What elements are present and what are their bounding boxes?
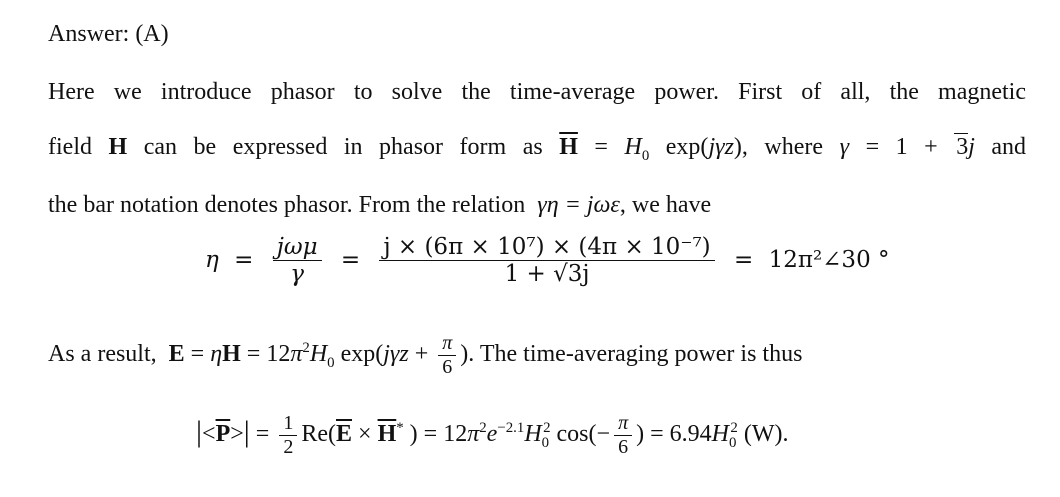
text-field: field: [48, 134, 92, 160]
eta-symbol: η: [205, 246, 219, 273]
eta-equation: η = $\frac{\text{jωμ}}{\gamma}$ = $\frac{\text{j × (6π × 10⁷) × (4π × 10⁻⁷)}}{1 + √3j}$ = 12π²∠30 °: [205, 234, 890, 288]
text-where: , where: [741, 134, 824, 160]
fraction-2-numerator: j × (6π × 10⁷) × (4π × 10⁻⁷): [379, 234, 714, 261]
fraction-1-numerator: jωμ: [273, 234, 322, 261]
text-bar-notation: the bar notation denotes phasor. From the relation: [48, 192, 526, 218]
eta-result: 12π²∠30 °: [768, 246, 890, 273]
fraction-1-denominator: γ: [290, 261, 304, 288]
fraction-1: [273, 234, 322, 288]
paragraph-line-3: [48, 192, 711, 219]
fraction-2-denominator: 1 + √3j: [504, 261, 590, 288]
text-phasor-form: can be expressed in phasor form as: [143, 134, 543, 160]
paragraph-line-4: [48, 332, 802, 379]
relation-expression: γη = jωε: [531, 192, 620, 218]
fraction-2: [379, 234, 714, 288]
power-unit: (W).: [743, 421, 789, 448]
text-we-have: , we have: [619, 192, 712, 218]
E-expression: $E = \eta H = 12\pi^2H_0$ exp(jγz + $\frac{\pi}{6}$ ): [168, 332, 469, 378]
symbol-H: H: [108, 134, 128, 160]
text-as-a-result: As a result,: [48, 341, 157, 368]
power-equation: $|<\overline{P}>|$ = $\frac{1}{2}$ $Re(\overline{E} \times \overline{H}^*$ ) = $12\pi^2e^{-2.1}H_0^2$ cos(− $\frac{\pi}{6}$ ) = $6.94H_0^2$ (W).: [196, 412, 789, 458]
answer-label: Answer: (A): [48, 21, 169, 47]
text-time-averaging: . The time-averaging power is thus: [468, 341, 803, 368]
paragraph-line-1: Here we introduce phasor to solve the time-average power. First of all, the magnetic: [48, 79, 1026, 105]
phasor-H-expression: $\overline{H} = H_0$ exp(jγz): [559, 134, 742, 164]
power-result: 6.94: [669, 421, 712, 448]
gamma-expression: γ = 1 + 3j: [839, 134, 975, 160]
text-and: and: [991, 134, 1027, 160]
paragraph-line-2: [48, 134, 1026, 165]
